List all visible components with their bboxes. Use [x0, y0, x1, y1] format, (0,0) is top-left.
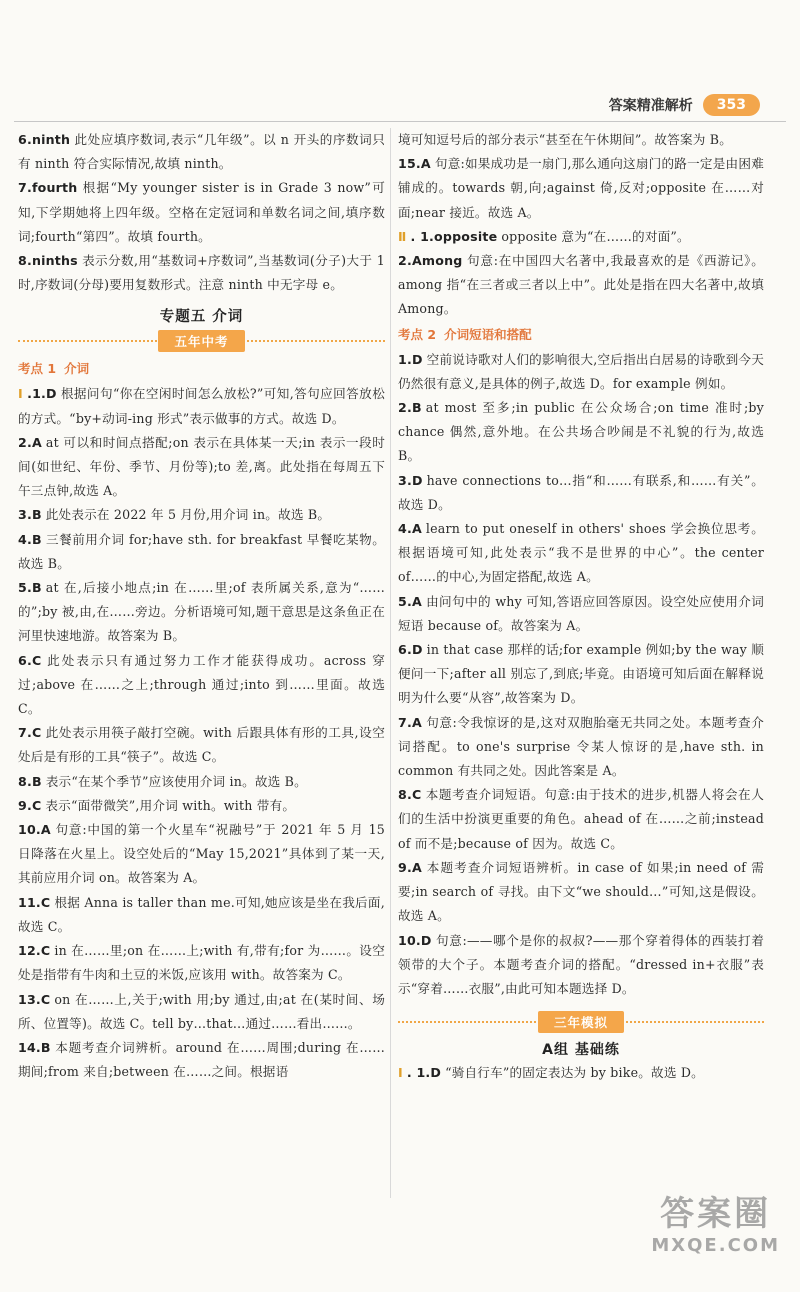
answer-item: [398, 225, 764, 249]
answer-number: 10.A: [18, 822, 51, 838]
answer-item: [18, 382, 385, 430]
left-column: [18, 128, 385, 1084]
answer-explanation: 根据“My younger sister is in Grade 3 now”可知,下学期她将上四年级。空格在定冠词和单数名词之间,填序数词;fourth“第四”。故填 fourth。: [18, 180, 385, 244]
answer-number: 5.B: [18, 580, 42, 596]
answer-explanation: 句意:在中国四大名著中,我最喜欢的是《西游记》。among 指“在三者或三者以上中”。此处是指在四大名著中,故填 Among。: [398, 253, 764, 317]
header-title: 答案精准解析: [608, 98, 693, 114]
answer-number: 6.ninth: [18, 132, 71, 147]
answer-explanation: 句意:令我惊讶的是,这对双胞胎毫无共同之处。本题考查介词搭配。to one's surprise 令某人惊讶的是,have sth. in common 有共同之处。因此答案是 A。: [398, 714, 764, 779]
answer-explanation: 三餐前用介词 for;have sth. for breakfast 早餐吃某物。故选 B。: [18, 531, 385, 571]
answer-explanation: at 在,后接小地点;in 在……里;of 表所属关系,意为“……的”;by 被,由,在……旁边。分析语境可知,题干意思是这条鱼正在河里快速地游。故答案为 B。: [18, 580, 385, 644]
header-divider: [14, 121, 786, 122]
answer-item: [18, 721, 385, 769]
answer-item: [398, 249, 764, 322]
answer-explanation: 根据问句“你在空闲时间怎么放松?”可知,答句应回答放松的方式。“by+动词-ing 形式”表示做事的方式。故选 D。: [18, 386, 385, 426]
answer-explanation: 由问句中的 why 可知,答语应回答原因。设空处应使用介词短语 because of。故答案为 A。: [398, 593, 764, 633]
answer-number: 11.C: [18, 894, 51, 910]
section-title: 专题五 介词: [159, 309, 244, 326]
watermark-text: 答案圈: [660, 1194, 772, 1234]
answer-number: 9.C: [18, 797, 42, 813]
answer-number: 7.A: [398, 714, 422, 730]
answer-item: [398, 469, 764, 517]
answer-number: 5.A: [398, 593, 422, 609]
answer-explanation: in 在……里;on 在……上;with 有,带有;for 为……。设空处是指带有牛肉和土豆的米饭,应该用 with。故答案为 C。: [18, 943, 385, 983]
answer-number: 7.C: [18, 725, 42, 741]
answer-number: 3.D: [398, 472, 423, 488]
answer-item: [398, 1061, 764, 1085]
banner-label: 五年中考: [158, 330, 244, 352]
answer-explanation: 表示分数,用“基数词+序数词”,当基数词(分子)大于 1 时,序数词(分母)要用复数形式。注意 ninth 中无字母 e。: [18, 253, 385, 293]
answer-item: [398, 856, 764, 929]
answer-number: 4.A: [398, 521, 422, 537]
answer-item: [18, 1036, 385, 1084]
column-divider: [390, 128, 391, 1198]
answer-item: [18, 649, 385, 722]
roman-numeral-marker: Ⅱ: [398, 228, 407, 244]
answer-number: 15.A: [398, 156, 431, 172]
answer-item: [18, 770, 385, 794]
answer-number: 9.A: [398, 859, 422, 875]
answer-explanation: in that case 那样的话;for example 例如;by the way 顺便问一下;after all 别忘了,到底;毕竟。由语境可知后面在解释说明为什么要“从容”,故答案为 D。: [398, 642, 764, 706]
kaodian-1-heading: [18, 358, 385, 380]
answer-number: . 1.D: [406, 1065, 442, 1081]
answer-number: 8.ninths: [18, 253, 78, 269]
answer-number: . 1.opposite: [410, 228, 498, 244]
answer-item: [18, 818, 385, 891]
answer-item: [18, 128, 385, 176]
answer-item: [398, 783, 764, 856]
answer-item: [18, 576, 385, 649]
banner-label: 三年模拟: [538, 1011, 624, 1033]
roman-numeral-marker: Ⅰ: [398, 1065, 403, 1081]
answer-explanation: 句意:——哪个是你的叔叔?——那个穿着得体的西装打着领带的大个子。本题考查介词的搭配。“dressed in+衣服”表示“穿着……衣服”,由此可知本题选择 D。: [398, 932, 764, 996]
answer-explanation: 句意:如果成功是一扇门,那么通向这扇门的路一定是由困难铺成的。towards 朝,向;against 倚,反对;opposite 在……对面;near 接近。故选 A。: [398, 156, 764, 220]
answer-explanation: at most 至多;in public 在公众场合;on time 准时;by chance 偶然,意外地。在公共场合吵闹是不礼貌的行为,故选 B。: [398, 400, 764, 464]
answer-explanation: “骑自行车”的固定表达为 by bike。故选 D。: [445, 1065, 704, 1081]
answer-explanation: 此处表示只有通过努力工作才能获得成功。across 穿过;above 在……之上;through 通过;into 到……里面。故选 C。: [18, 652, 385, 717]
answer-number: 6.D: [398, 642, 423, 658]
answer-item: [398, 638, 764, 711]
answer-item: [398, 348, 764, 396]
answer-explanation: 此处表示用筷子敲打空碗。with 后跟具体有形的工具,设空处后是有形的工具“筷子”。故选 C。: [18, 725, 385, 765]
answer-item: [398, 517, 764, 590]
answer-item: [398, 396, 764, 469]
answer-number: 6.C: [18, 652, 42, 668]
page-header: [609, 92, 760, 118]
answer-item: [18, 988, 385, 1036]
answer-explanation: 根据 Anna is taller than me.可知,她应该是坐在我后面,故选 C。: [18, 894, 385, 934]
kaodian-2-heading: [398, 324, 764, 346]
answer-number: 8.B: [18, 773, 42, 789]
group-title: A组 基础练: [542, 1042, 620, 1059]
answer-item: [398, 929, 764, 1002]
answer-explanation: 表示“在某个季节”应该使用介词 in。故选 B。: [45, 773, 307, 789]
page-number-badge: 353: [703, 94, 760, 116]
answer-item: [18, 431, 385, 504]
answer-explanation: on 在……上,关于;with 用;by 通过,由;at 在(某时间、场所、位置等)。故选 C。tell by…that…通过……看出……。: [18, 991, 385, 1031]
answer-item: [398, 128, 764, 152]
banner-three-year: [398, 1011, 764, 1033]
kaodian-title: 介词: [64, 361, 90, 377]
answer-item: [18, 794, 385, 818]
answer-item: [18, 249, 385, 297]
answer-number: 13.C: [18, 991, 51, 1007]
answer-number: .1.D: [27, 386, 57, 402]
answer-explanation: learn to put oneself in others' shoes 学会换位思考。根据语境可知,此处表示“我不是世界的中心”。the center of……的中心,为固定搭配,故选 A。: [398, 521, 764, 585]
answer-explanation: 空前说诗歌对人们的影响很大,空后指出白居易的诗歌到今天仍然很有意义,是具体的例子,故选 D。for example 例如。: [398, 351, 764, 391]
answer-explanation: have connections to…指“和……有联系,和……有关”。故选 D。: [398, 472, 764, 512]
answer-number: 3.B: [18, 507, 42, 523]
answer-explanation: opposite 意为“在……的对面”。: [501, 228, 690, 244]
roman-numeral-marker: Ⅰ: [18, 386, 24, 402]
answer-number: 2.Among: [398, 253, 463, 269]
answer-item: [18, 528, 385, 576]
answer-item: [398, 590, 764, 638]
answer-explanation: 句意:中国的第一个火星车“祝融号”于 2021 年 5 月 15 日降落在火星上。设空处后的“May 15,2021”具体到了某一天,其前应用介词 on。故答案为 A。: [18, 822, 385, 886]
answer-number: 12.C: [18, 943, 51, 959]
answer-item: [398, 711, 764, 784]
answer-number: 10.D: [398, 932, 432, 948]
answer-explanation: 境可知逗号后的部分表示“甚至在午休期间”。故答案为 B。: [398, 132, 732, 147]
answer-number: 2.B: [398, 400, 422, 416]
answer-explanation: 此处应填序数词,表示“几年级”。以 n 开头的序数词只有 ninth 符合实际情况,故填 ninth。: [18, 132, 385, 172]
right-column: [398, 128, 764, 1085]
banner-five-year: [18, 330, 385, 352]
answer-explanation: 此处表示在 2022 年 5 月份,用介词 in。故选 B。: [45, 507, 331, 523]
answer-explanation: 本题考查介词短语。句意:由于技术的进步,机器人将会在人们的生活中扮演更重要的角色。ahead of 在……之前;instead of 而不是;because of 因为。故选 C。: [398, 787, 764, 851]
answer-explanation: at 可以和时间点搭配;on 表示在具体某一天;in 表示一段时间(如世纪、年份、季节、月份等);to 差,离。此处指在每周五下午三点钟,故选 A。: [18, 434, 385, 499]
answer-item: [18, 503, 385, 527]
answer-number: 7.fourth: [18, 180, 78, 196]
kaodian-title: 介词短语和搭配: [444, 326, 532, 342]
kaodian-tag: 考点 1: [18, 361, 57, 377]
answer-item: [18, 891, 385, 939]
answer-explanation: 本题考查介词辨析。around 在……周围;during 在……期间;from 来自;between 在……之间。根据语: [18, 1039, 385, 1080]
answer-number: 1.D: [398, 351, 423, 367]
answer-number: 4.B: [18, 531, 42, 547]
answer-item: [398, 152, 764, 225]
answer-number: 14.B: [18, 1039, 51, 1055]
answer-item: [18, 176, 385, 249]
answer-explanation: 本题考查介词短语辨析。in case of 如果;in need of 需要;in search of 寻找。由下文“we should…”可知,这是假设。故选 A。: [398, 859, 764, 924]
watermark-logo: [651, 1186, 780, 1256]
answer-explanation: 表示“面带微笑”,用介词 with。with 带有。: [45, 797, 296, 813]
answer-item: [18, 939, 385, 987]
kaodian-tag: 考点 2: [398, 326, 437, 342]
answer-number: 8.C: [398, 787, 422, 803]
answer-number: 2.A: [18, 434, 42, 450]
watermark-url: MXQE.COM: [651, 1235, 780, 1256]
